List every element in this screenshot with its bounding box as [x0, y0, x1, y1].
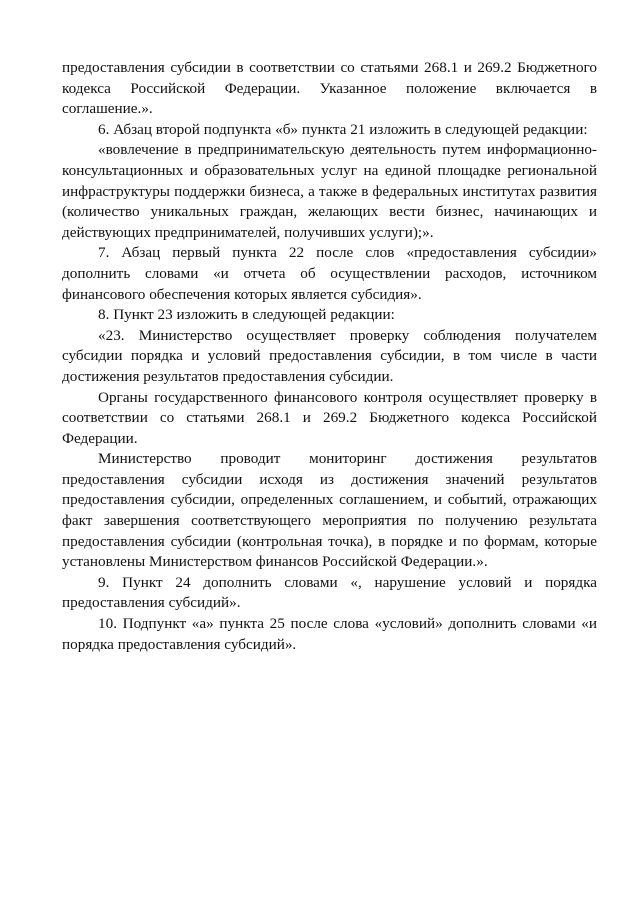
paragraph-item-7: 7. Абзац первый пункта 22 после слов «предоставления субсидии» дополнить словами «и отчета об осуществлении расходов, источником финансового обеспечения которых является субсидия». — [62, 244, 597, 303]
paragraph-item-8: 8. Пункт 23 изложить в следующей редакции: — [98, 306, 395, 324]
paragraph-continuation: предоставления субсидии в соответствии со статьями 268.1 и 269.2 Бюджетного кодекса Российской Федерации. Указанное положение включается в соглашение.». — [62, 59, 597, 118]
paragraph-item-10: 10. Подпункт «а» пункта 25 после слова «условий» дополнить словами «и порядка предоставления субсидий». — [62, 615, 597, 653]
paragraph-item-6: 6. Абзац второй подпункта «б» пункта 21 изложить в следующей редакции: — [98, 120, 588, 138]
document-body — [62, 58, 597, 655]
paragraph-item-6-quote: «вовлечение в предпринимательскую деятельность путем информационно-консультационных и образовательных услуг на единой площадке региональной инфраструктуры поддержки бизнеса, а также в федеральных институтах развития (количество уникальных граждан, желающих вести бизнес, начинающих и действующих предпринимателей, получивших услуги);». — [62, 141, 597, 241]
paragraph-control-bodies: Органы государственного финансового контроля осуществляет проверку в соответствии со статьями 268.1 и 269.2 Бюджетного кодекса Российской Федерации. — [62, 388, 597, 447]
paragraph-item-9: 9. Пункт 24 дополнить словами «, нарушение условий и порядка предоставления субсидий». — [62, 573, 597, 612]
paragraph-monitoring: Министерство проводит мониторинг достижения результатов предоставления субсидии исходя из достижения значений результатов предоставления субсидии, определенных соглашением, и событий, отражающих факт завершения соответствующего мероприятия по получению результата предоставления субсидии (контрольная точка), в порядке и по формам, которые установлены Министерством финансов Российской Федерации.». — [62, 450, 597, 571]
paragraph-item-23: «23. Министерство осуществляет проверку соблюдения получателем субсидии порядка и условий предоставления субсидии, в том числе в части достижения результатов предоставления субсидии. — [62, 326, 597, 385]
